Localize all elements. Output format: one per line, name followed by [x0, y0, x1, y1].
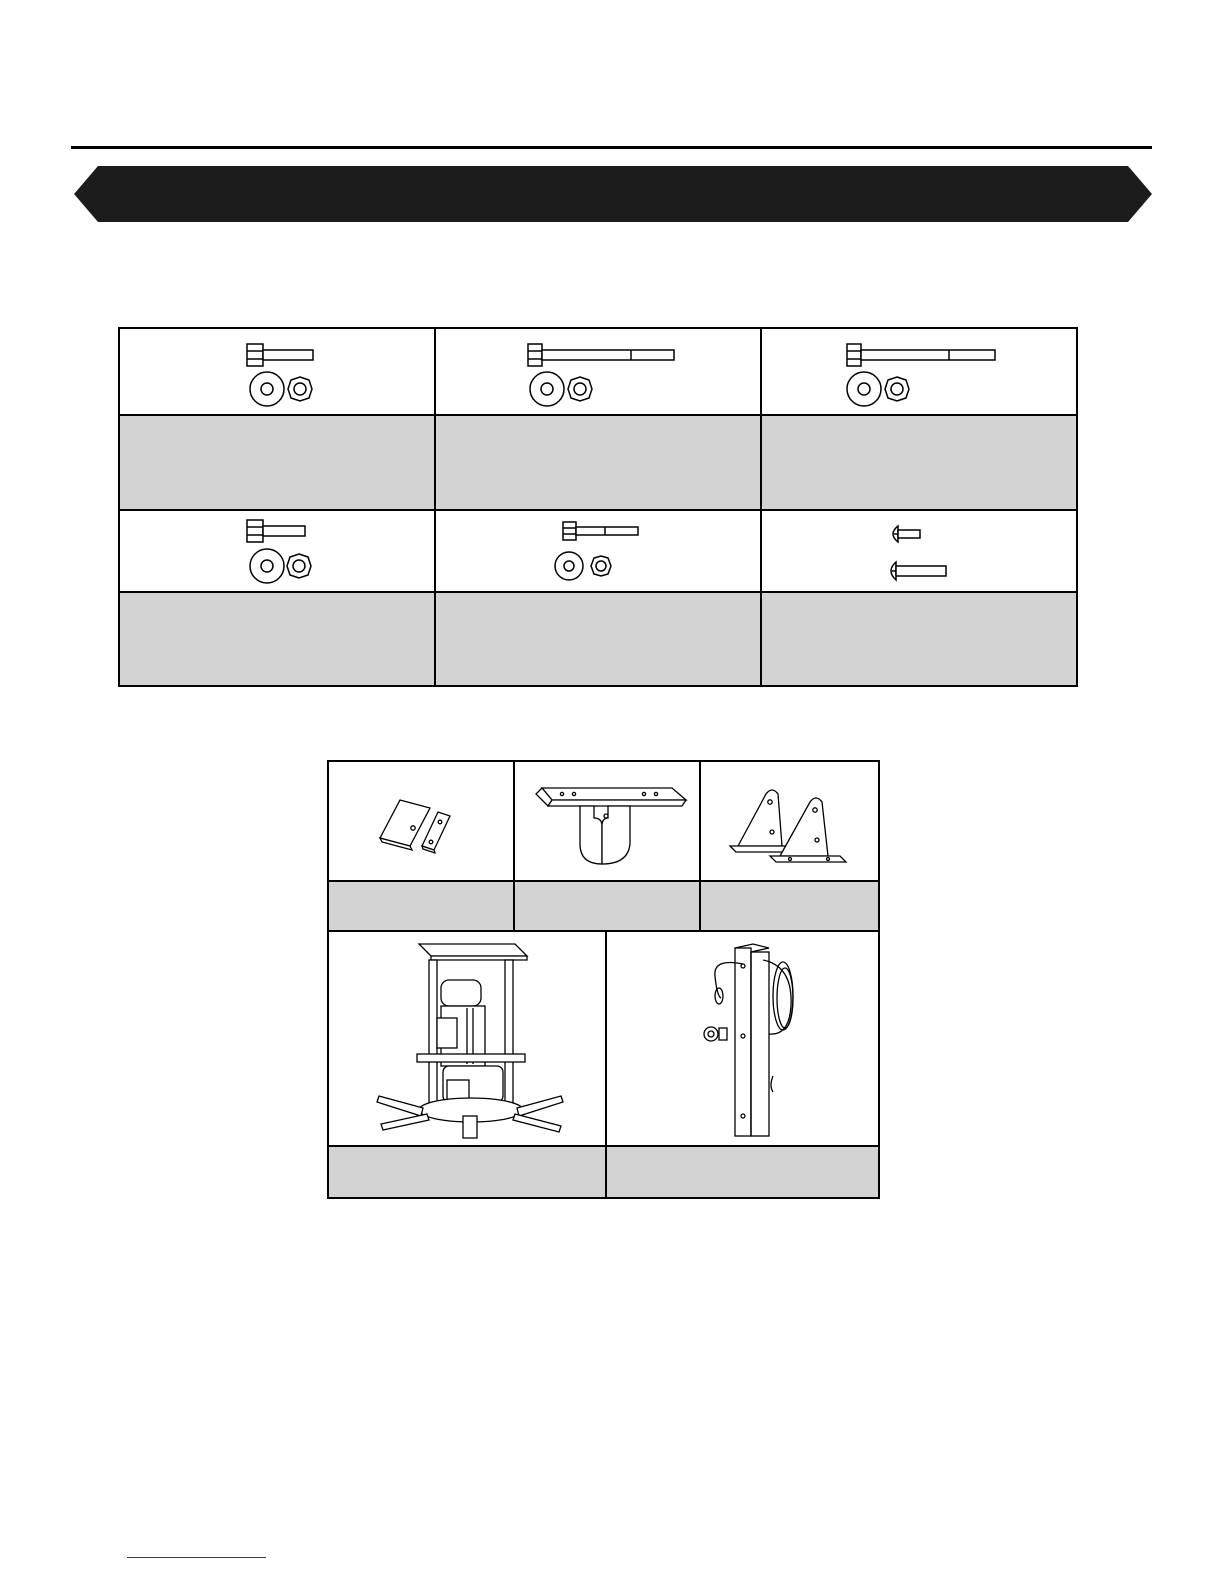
component-label: [700, 881, 879, 931]
section-banner: [72, 165, 1154, 223]
hardware-table: [118, 327, 1078, 687]
triangle-brackets-icon: [701, 776, 878, 866]
hardware-cell: [761, 510, 1077, 592]
component-label: [514, 881, 700, 931]
hardware-label: [435, 415, 761, 510]
component-cell: [606, 931, 879, 1146]
component-cell: [328, 931, 606, 1146]
hex-bolt-washer-nut-icon: [120, 337, 434, 407]
component-label: [328, 1146, 606, 1198]
hardware-label: [119, 592, 435, 686]
component-cell: [328, 761, 514, 881]
hardware-cell: [435, 328, 761, 415]
banner-title: [72, 165, 1154, 223]
hardware-cell: [119, 510, 435, 592]
hardware-label: [435, 592, 761, 686]
long-hex-bolt-washer-nut-icon: [762, 337, 1076, 407]
top-rule: [71, 146, 1152, 149]
small-hex-bolt-washer-nut-icon: [436, 516, 760, 586]
component-cell: [700, 761, 879, 881]
truss-head-screw-icon: [762, 516, 1076, 586]
hardware-label: [761, 415, 1077, 510]
hex-bolt-washer-nut-icon: [120, 516, 434, 586]
hardware-label: [761, 592, 1077, 686]
component-label: [328, 881, 514, 931]
hardware-cell: [435, 510, 761, 592]
hardware-cell: [119, 328, 435, 415]
long-hex-bolt-washer-nut-icon: [436, 337, 760, 407]
square-tube-safety-cable-icon: [607, 936, 878, 1141]
components-table: [327, 760, 880, 1199]
hardware-cell: [761, 328, 1077, 415]
lift-motor-assembly-icon: [329, 936, 605, 1141]
component-label: [606, 1146, 879, 1198]
ceiling-plate-clamp-icon: [515, 766, 699, 876]
component-cell: [514, 761, 700, 881]
bracket-plates-icon: [329, 786, 513, 856]
hardware-label: [119, 415, 435, 510]
footer-link-underline: [127, 1557, 266, 1558]
